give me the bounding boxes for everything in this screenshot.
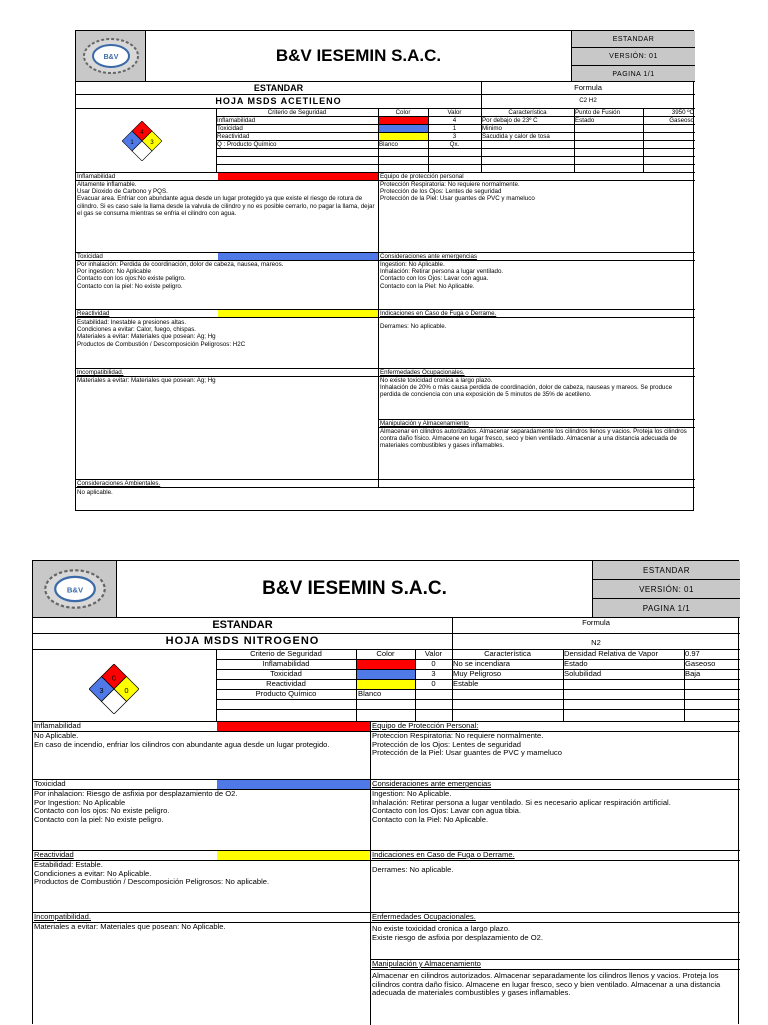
criteria-row-label: Inflamabilidad bbox=[217, 117, 256, 124]
doc-title: HOJA MSDS NITROGENO bbox=[165, 635, 320, 647]
fuga-text: Derrames: No aplicable. bbox=[372, 866, 454, 874]
value-header: Valor bbox=[447, 109, 462, 116]
epp-text: Protección Respiratoria: No requiere normalmente. Protección de los Ojos: Lentes de seguridad Protección de la Piel: Usar guantes de PVC y mameluco bbox=[380, 181, 535, 203]
char-header: Característica bbox=[484, 650, 531, 658]
incompatibilidad-label: Incompatibilidad. bbox=[34, 913, 91, 921]
criteria-row-label: Toxicidad bbox=[270, 670, 302, 678]
nfpa-diamond bbox=[122, 121, 162, 161]
fuga-label: Indicaciones en Caso de Fuga o Derrame. bbox=[372, 851, 515, 859]
product-label: Q : Producto Químico bbox=[217, 141, 277, 148]
reactividad-text: Estabilidad: Inestable a presiones altas. Condiciones a evitar: Calor, fuego, chispas. Materiales a evitar: Materiales que posean: Ag; Hg Productos de Combustión / Descomposición Peligrosos: H2C bbox=[77, 319, 246, 348]
criteria-value: 0 bbox=[431, 680, 436, 688]
fuga-text: Derrames: No aplicable. bbox=[380, 323, 447, 330]
formula-value: C2 H2 bbox=[579, 97, 597, 104]
doc-type: ESTANDAR bbox=[253, 83, 304, 93]
company-name: B&V IESEMIN S.A.C. bbox=[262, 578, 447, 599]
color-swatch-yellow bbox=[357, 680, 415, 689]
char-cell: Gaseoso bbox=[685, 660, 716, 668]
criteria-row-label: Inflamabilidad bbox=[262, 660, 310, 668]
manipulacion-label: Manipulación y Almacenamiento bbox=[380, 420, 469, 427]
inflamabilidad-bar bbox=[218, 173, 378, 180]
toxicidad-text: Por inhalacion: Riesgo de asfixia por desplazamiento de O2. Por Ingestion: No Aplicable Contacto con los ojos: No existe peligro. Contacto con la piel: No existe peligro. bbox=[34, 790, 238, 824]
color-swatch-red bbox=[357, 660, 415, 669]
meta-page: PAGINA 1/1 bbox=[642, 603, 691, 613]
criteria-value: 0 bbox=[431, 660, 436, 668]
nfpa-yellow-value: 3 bbox=[150, 140, 154, 146]
emergencias-text: Ingestion: No Aplicable. Inhalación: Retirar persona a lugar ventilado. Si es necesario aplicar respiración artificial. Contacto con los Ojos: Lavar con agua tibia. Contacto con la Piel: No Aplicable. bbox=[372, 790, 671, 824]
nfpa-blue-value: 1 bbox=[130, 140, 134, 146]
msds-sheet-nitrogeno bbox=[32, 560, 739, 1024]
criteria-header: Criterio de Seguridad bbox=[267, 109, 327, 116]
char-header-3: 3950 ºC bbox=[671, 109, 694, 116]
char-cell: Minimo bbox=[482, 125, 502, 132]
char-header-3: 0.97 bbox=[685, 650, 700, 658]
formula-label: Formula bbox=[574, 83, 602, 92]
formula-label: Formula bbox=[582, 619, 610, 627]
incompatibilidad-text: Materiales a evitar: Materiales que posean: Ag; Hg bbox=[77, 377, 216, 384]
criteria-value: 3 bbox=[431, 670, 436, 678]
ambientales-text: No aplicable. bbox=[77, 489, 113, 496]
epp-label: Equipo de Protección Personal: bbox=[372, 722, 479, 730]
formula-value: N2 bbox=[591, 639, 601, 647]
reactividad-text: Estabilidad: Estable. Condiciones a evitar: No Aplicable. Productos de Combustión / Descomposición Peligrosos: No aplicable. bbox=[34, 861, 270, 887]
reactividad-bar bbox=[218, 310, 378, 317]
emergencias-label: Consideraciones ante emergencias bbox=[380, 253, 477, 260]
doc-meta bbox=[592, 561, 740, 617]
char-header: Característica bbox=[508, 109, 547, 116]
char-cell: Estable bbox=[453, 680, 479, 688]
char-cell: Estado bbox=[564, 660, 588, 668]
criteria-row-label: Toxicidad bbox=[217, 125, 243, 132]
company-logo bbox=[33, 561, 117, 617]
meta-version: VERSIÓN: 01 bbox=[593, 580, 740, 599]
criteria-value: 3 bbox=[452, 133, 457, 140]
char-cell: Por debajo de 23º C bbox=[482, 117, 538, 124]
toxicidad-text: Por inhalación: Perdida de coordinación, dolor de cabeza, nausea, mareos. Por ingestion: No Aplicable Contacto con los ojos:No existe peligro. Contacto con la piel: No existe peligro. bbox=[77, 261, 284, 290]
toxicidad-bar bbox=[218, 253, 378, 260]
meta-standard: ESTANDAR bbox=[593, 561, 740, 580]
color-swatch-blue bbox=[379, 125, 428, 132]
reactividad-label: Reactividad bbox=[77, 310, 110, 317]
manipulacion-text: Almacenar en cilindros autorizados. Almacenar separadamente los cilindros llenos y vacios. Proteja los cilindros contra daño físico. Almacene en lugar fresco, seco y bien ventilado. Almacenar a una distancia adecuada de materiales combustibles y gases inflamables. bbox=[380, 428, 687, 450]
company-logo bbox=[76, 31, 146, 81]
criteria-row-label: Reactividad bbox=[266, 680, 306, 688]
nfpa-yellow-value: 0 bbox=[124, 685, 129, 695]
fuga-label: Indicaciones en Caso de Fuga o Derrame. bbox=[380, 310, 497, 317]
meta-page: PAGINA 1/1 bbox=[612, 70, 655, 78]
meta-standard: ESTANDAR bbox=[572, 31, 695, 48]
reactividad-label: Reactividad bbox=[34, 851, 74, 859]
nfpa-diamond bbox=[89, 664, 139, 714]
nfpa-blue-value: 3 bbox=[99, 685, 104, 695]
epp-label: Equipo de protección personal bbox=[380, 173, 464, 180]
char-cell: Baja bbox=[685, 670, 701, 678]
product-color: Blanco bbox=[379, 141, 398, 148]
enfermedades-text: No existe toxicidad cronica a largo plazo. Inhalación de 20% o más causa perdida de coordinación, dolor de cabeza, nauseas y mareos. Se produce perdida de conciencia con una exposición de 5 minutos de 35% de acetileno. bbox=[380, 377, 673, 399]
enfermedades-text: No existe toxicidad cronica a largo plazo. Existe riesgo de asfixia por desplazamiento de O2. bbox=[372, 925, 543, 942]
emergencias-label: Consideraciones ante emergencias bbox=[372, 780, 492, 788]
doc-title: HOJA MSDS ACETILENO bbox=[215, 96, 342, 106]
epp-text: Proteccion Respiratoria: No requiere normalmente. Protección de los Ojos: Lentes de seguridad Protección de la Piel: Usar guantes de PVC y mameluco bbox=[372, 732, 562, 758]
color-swatch-red bbox=[379, 117, 428, 124]
nfpa-red-value: 0 bbox=[111, 673, 117, 683]
incompatibilidad-label: Incompatibilidad. bbox=[77, 369, 124, 376]
char-cell: Estado bbox=[575, 117, 595, 124]
inflamabilidad-label: Inflamabilidad bbox=[34, 722, 81, 730]
color-header: Color bbox=[376, 650, 395, 658]
inflamabilidad-text: No Aplicable. En caso de incendio, enfriar los cilindros con abundante agua desde un lugar protegido. bbox=[34, 732, 330, 749]
doc-type: ESTANDAR bbox=[212, 619, 273, 631]
nfpa-red-value: 4 bbox=[140, 130, 144, 136]
enfermedades-label: Enfermedades Ocupacionales. bbox=[372, 913, 476, 921]
product-label: Producto Químico bbox=[255, 690, 317, 698]
inflamabilidad-bar bbox=[217, 722, 370, 731]
toxicidad-bar bbox=[217, 780, 370, 789]
char-header-2: Punto de Fusión bbox=[575, 109, 621, 116]
manipulacion-label: Manipulación y Almacenamiento bbox=[372, 960, 481, 968]
criteria-value: 1 bbox=[452, 125, 457, 132]
company-name: B&V IESEMIN S.A.C. bbox=[275, 46, 442, 65]
reactividad-bar bbox=[217, 851, 370, 860]
char-cell: Solubilidad bbox=[564, 670, 602, 678]
color-swatch-blue bbox=[357, 670, 415, 679]
svg-text:B&V: B&V bbox=[103, 54, 119, 61]
char-header-2: Densidad Relativa de Vapor bbox=[564, 650, 658, 658]
incompatibilidad-text: Materiales a evitar: Materiales que posean: No Aplicable. bbox=[34, 923, 226, 931]
char-cell: No se incendiara bbox=[453, 660, 510, 668]
svg-text:B&V: B&V bbox=[66, 585, 84, 595]
toxicidad-label: Toxicidad bbox=[34, 780, 66, 788]
inflamabilidad-label: Inflamabilidad bbox=[77, 173, 116, 180]
criteria-row-label: Reactividad bbox=[217, 133, 250, 140]
criteria-value: 4 bbox=[452, 117, 457, 124]
manipulacion-text: Almacenar en cilindros autorizados. Almacenar separadamente los cilindros llenos y vacios. Proteja los cilindros contra daño físico. Almacene en lugar fresco, seco y bien ventilado. Almacenar a una distancia adecuada de materiales combustibles y gases inflamables. bbox=[372, 972, 721, 998]
msds-sheet-acetileno bbox=[75, 30, 694, 511]
color-header: Color bbox=[395, 109, 411, 116]
char-cell: Sacudida y calor de tosa bbox=[482, 133, 550, 140]
inflamabilidad-text: Altamente inflamable. Usar Dioxido de Carbono y PQS. Evacuar area. Enfriar con abundante agua desde un lugar protegido ya que existe el riesgo de rotura de cilindro. Si es caso sale la llama desde la valvula de cilindro y no es posible cerrarlo, no pagar la llama, dejar el gas se consuma mientras se enfria el cilindro con agua. bbox=[77, 181, 375, 217]
char-cell: Muy Peligroso bbox=[453, 670, 502, 678]
product-value: Qx. bbox=[449, 141, 460, 148]
toxicidad-label: Toxicidad bbox=[77, 253, 103, 260]
color-swatch-yellow bbox=[379, 133, 428, 140]
char-cell: Gaseoso bbox=[669, 117, 694, 124]
enfermedades-label: Enfermedades Ocupacionales. bbox=[380, 369, 465, 376]
meta-version: VERSIÓN: 01 bbox=[572, 48, 695, 66]
value-header: Valor bbox=[424, 650, 443, 658]
product-color: Blanco bbox=[358, 690, 382, 698]
doc-meta bbox=[571, 31, 695, 81]
emergencias-text: Ingestion: No Aplicable. Inhalación: Retirar persona a lugar ventilado. Contacto con los Ojos: Lavar con agua. Contacto con la Piel: No Aplicable. bbox=[380, 261, 504, 290]
criteria-header: Criterio de Seguridad bbox=[250, 650, 322, 658]
ambientales-label: Consideraciones Ambientales. bbox=[77, 480, 161, 487]
